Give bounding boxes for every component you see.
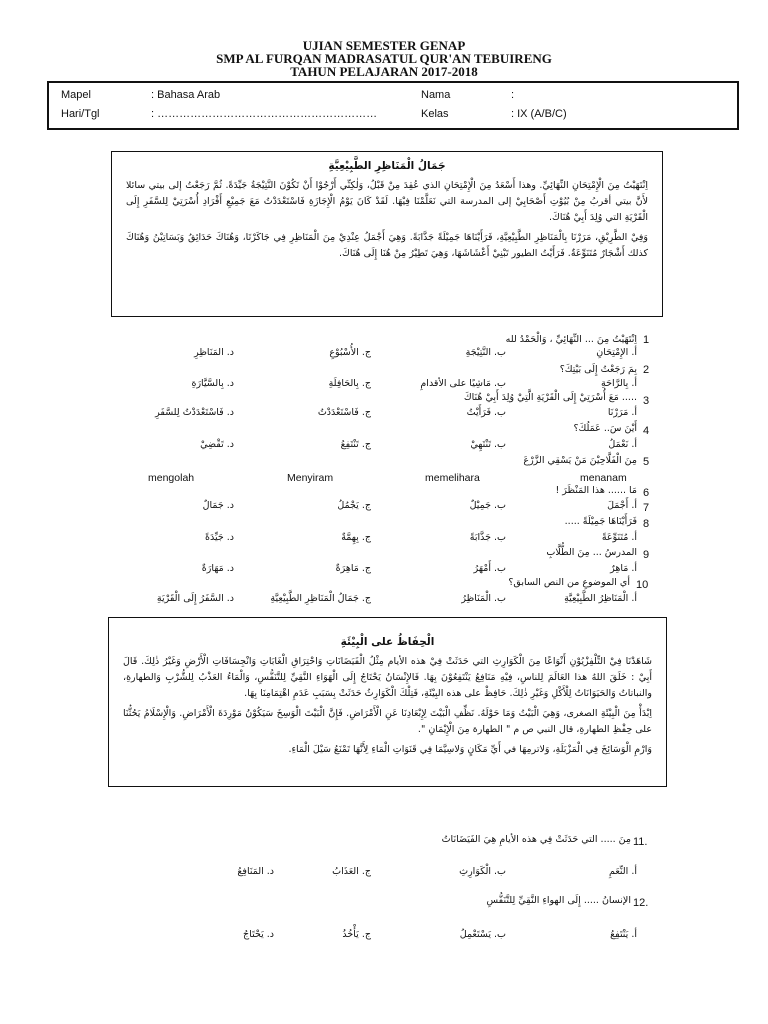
option-c[interactable]: ج. يَأْخُذُ [342, 929, 371, 940]
passage-2-paragraph: وَارْمِ الْوَسَائِخَ فِي الْمَزْبَلَةِ، وَلاترمِهَا في أَيِّ مَكَانٍ وَلاسِيَّمَا فِي قَنَوَاتِ الْمَاءِ لِأَنَّهَا تَمْنَعُ سَيْلَ الْمَاءِ. [288, 744, 652, 755]
hari-label: Hari/Tgl [61, 108, 100, 120]
question-stem: مَا ...... هذا المَنْظَرَ ! [555, 485, 637, 496]
option-a[interactable]: أ. مَاهِرٌ [610, 563, 637, 574]
question-stem: ..... مَعَ أُسْرَتِيْ إِلَى الْقَرْيَةِ الَّتِيْ وُلِدَ أَبِيْ هُنَاكَ [463, 392, 637, 403]
option-d[interactable]: د. بِالسَّيَّارَةِ [191, 378, 234, 389]
passage-2-paragraph: شَاهَدْنَا فِيْ التِّلْفِزْيُوْنِ أَنْوَاعًا مِنَ الْكَوَارِثِ التي حَدَثَتْ فِيْ هذه الأيام مِثْلُ الْفَيَضَانَاتِ وَاحْتِرَاقِ الْغَابَاتِ وَانْجِسَافَاتِ الْأَرْضِ وَغَيْرُ ذٰلِكَ. قَالَ أَبِيْ : خَلَقَ اللهُ هذا العَالَمَ لِلناسِ، فِيْهِ مَنَافِعُ يَنْتَفِعُوْنَ بِهَا. فَالإِنْسَانُ يَحْتَاجُ إِلَى الْهَوَاءِ النَّقِيِّ لِلتَّنَفُّسِ، وَالْمَاءُ العَذْبُ لِلشُّرْبِ وَالطهارةِ، والنباتاتُ وَالحَيَوَانَاتُ لِلْأَكْلِ وَغَيْرِ ذٰلِكَ. حَافِظْ على هذه البِيْئَةِ، فَتِلْكَ الْكَوَارِثُ حَدَثَتْ بِسَبَبِ عَدَمِ اهْتِمَامِنَا بِهَا. [123, 656, 652, 699]
kelas-label: Kelas [421, 108, 449, 120]
option-d[interactable]: د. المَنَافِعُ [237, 866, 274, 877]
option-a[interactable]: أ. أَجْمَلَ [607, 500, 637, 511]
option-b[interactable]: ب. تَنْتَهِيْ [470, 439, 506, 450]
option-d[interactable]: mengolah [148, 472, 195, 484]
question-number: 6 [643, 487, 650, 499]
student-info-box [47, 81, 739, 130]
hari-value: : …………………………………………………… [151, 108, 378, 120]
passage-2-paragraph: اِبْدَأْ مِنَ الْبِيْئَةِ الصغرى، وَهِيَ الْبَيْتُ وَمَا حَوْلَهُ. نَظِّفِ الْبَيْتَ لِإِبْعَادِنَا عَنِ الْأَمْرَاضِ. فَإِنَّ الْبَيْتَ الْوَسِخَ سَيَكُوْنُ مَوْرِدَةَ الْأَمْرَاضِ. وَالْإِسْلَامُ يَحُثُّنَا على حِفْظِ الطهارةِ، قال النبي ص م " الطهارة مِنَ الْإِيْمَانِ ". [123, 708, 652, 735]
option-c[interactable]: ج. تَنْتَفِعُ [340, 439, 371, 450]
question-number: 1 [643, 334, 650, 346]
option-c[interactable]: ج. يَجْمُلُ [337, 500, 371, 511]
question-number: 5 [643, 456, 650, 468]
school-name: SMP AL FURQAN MADRASATUL QUR'AN TEBUIRENG [216, 51, 552, 66]
option-a[interactable]: أ. يَنْتَفِعُ [610, 929, 637, 940]
question-number: 8 [643, 518, 650, 530]
option-c[interactable]: Menyiram [287, 472, 334, 484]
question-number: 3 [643, 395, 650, 407]
kelas-value: : IX (A/B/C) [511, 108, 567, 120]
option-c[interactable]: ج. فَاسْتَعْدَدْتُ [317, 407, 371, 418]
option-d[interactable]: د. فَاسْتَعْدَدْتُ لِلسَّفَرِ [155, 407, 234, 418]
nama-value: : [511, 89, 515, 101]
question-number: 11. [633, 836, 648, 848]
question-stem: مِنَ الْفَلَّاحِيْنَ مَنْ يَسْقِي الزَّرْعَ [523, 455, 637, 466]
question-stem: اِنْتَهَيْتُ مِنَ ... النِّهَائِيِّ ، وَالْحَمْدُ لله [505, 334, 637, 345]
option-d[interactable]: د. جَيِّدَةً [205, 532, 234, 543]
option-c[interactable]: ج. مَاهِرَةٌ [335, 563, 371, 574]
option-a[interactable]: أ. الإِمْتِحَانِ [596, 347, 637, 358]
question-stem: فَرَأَيْنَاهَا جَمِيْلَةً ..... [564, 516, 637, 527]
question-stem: المدرسُ ... مِنَ الطُّلَّابِ [546, 547, 637, 558]
nama-label: Nama [421, 89, 451, 101]
reading-passage-2 [108, 617, 667, 787]
option-b[interactable]: memelihara [425, 472, 480, 484]
question-number: 12. [633, 897, 649, 909]
option-d[interactable]: د. تَقْضِيْ [200, 439, 234, 450]
option-c[interactable]: ج. بِالحَافِلَةِ [328, 378, 371, 389]
option-b[interactable]: ب. الْمَنَاظِرُ [461, 593, 506, 604]
mapel-label: Mapel [61, 89, 91, 101]
passage-1-paragraph: اِنْتَهَيْتُ مِنَ الْإِمْتِحَانِ النِّهَائِيِّ. وهذا أَسْعَدُ مِنَ الْإِمْتِحَانِ الذي عُقِدَ مِنْ قَبْلُ، وَلٰكِنِّي أَرْجُوْا أَنْ تَكُوْنَ النَّتِيْجَةُ جَيِّدَةً. ثُمَّ رَجَعْتُ إلى بيتي سائلا لأَنَّ بيتي أقربُ مِنْ بُيُوْتِ أَصْحَابِيْ إلى المدرسة التي نَعَلَّمْنَا فِيْهَا. لَقَدْ كَانَ يَوْمُ الْإِجَازَةِ فَاسْتَعْدَدْتُ مَعَ جَمِيْعِ أَفْرَادِ أُسْرَتِيْ لِلسَّفَرِ إِلَى الْقَرْيَةِ التي وُلِدَ أَبِيْ هُنَاكَ. [126, 180, 648, 223]
option-b[interactable]: ب. الْكَوَارِثِ [459, 866, 506, 877]
option-c[interactable]: ج. بِهِمَّةٌ [341, 532, 371, 543]
option-b[interactable]: ب. جَذَّابَةً [469, 532, 506, 543]
option-a[interactable]: أ. نَعْمَلُ [608, 439, 637, 450]
option-a[interactable]: أ. النِّعَمِ [609, 866, 637, 877]
question-number: 4 [643, 425, 650, 437]
option-b[interactable]: ب. فَرَأَيْتُ [466, 407, 506, 418]
option-b[interactable]: ب. جَمِيْلٌ [469, 500, 506, 511]
option-b[interactable]: ب. أَمْهَرُ [473, 563, 506, 574]
option-b[interactable]: ب. مَاشِيًا على الأقدامِ [420, 378, 506, 389]
option-d[interactable]: د. يَحْتَاجُ [243, 929, 274, 940]
option-a[interactable]: أ. مَرَرْنَا [607, 407, 637, 418]
option-c[interactable]: ج. الأُسْبُوْعِ [329, 347, 371, 358]
passage-1-paragraph: وَفِيْ الطَّرِيْقِ، مَرَرْنَا بِالْمَنَاظِرِ الطَّبِيْعِيَّةِ، فَرَأَيْنَاهَا جَمِيْلَةً جَذَّابَةً. وَهِيَ أَجْمَلُ عِنْدِيْ مِنَ الْمَنَاظِرِ فِي جَاكَرْتَا، وَهُنَاكَ حَدَائِقُ وَبَسَاتِيْنُ وَهُنَاكَ كذلك أَشْجَارٌ مُتَنَوِّعَةٌ. فَرَأَيْتُ الطيور تَبْنِيْ أَعْشَاشَهَا، وَهِيَ تَطِيْرُ مِنْ هُنَا إِلَى هُنَاكَ. [126, 232, 648, 259]
option-b[interactable]: ب. يَسْتَعْمِلُ [459, 929, 506, 940]
question-stem: أي الموضوعِ من النص السابق؟ [508, 577, 630, 588]
question-number: 10 [636, 579, 649, 591]
option-a[interactable]: menanam [580, 472, 627, 484]
exam-title: UJIAN SEMESTER GENAP [302, 38, 466, 53]
option-a[interactable]: أ. مُتَنَوِّعَةً [601, 532, 637, 543]
option-c[interactable]: ج. العَذَابُ [332, 866, 371, 877]
question-stem: أَيْنَ سَ.. عَمَلُكَ؟ [573, 423, 637, 434]
question-number: 7 [643, 502, 650, 514]
option-b[interactable]: ب. النَّتِيْجَةِ [465, 347, 506, 358]
question-number: 9 [643, 549, 650, 561]
option-d[interactable]: د. جَمَالٌ [202, 500, 234, 511]
question-stem: الإنسانُ ..... إِلَى الهواءِ النَّقِيِّ لِلتَّنَفُّسِ [486, 895, 631, 906]
reading-passage-1 [111, 151, 663, 317]
mapel-value: : Bahasa Arab [151, 89, 221, 101]
option-c[interactable]: ج. جَمَالُ الْمَنَاظِرِ الطَّبِيْعِيَّةِ [270, 593, 371, 604]
option-d[interactable]: د. المَنَاظِرِ [194, 347, 234, 358]
option-d[interactable]: د. السَّفَرُ إِلَى الْقَرْيَةِ [156, 593, 234, 604]
option-a[interactable]: أ. الْمَنَاظِرُ الطَّبِيْعِيَّةِ [564, 593, 637, 604]
option-a[interactable]: أ. بِالرَّاحَةِ [601, 378, 637, 389]
passage-2-title: الْحِفَاظُ على الْبِيْئَةِ [340, 636, 435, 648]
question-stem: مِنَ ..... التي حَدَثَتْ فِي هذه الأيامِ هِيَ الفَيَضَانَاتُ [441, 834, 631, 845]
passage-1-title: جَمَالُ الْمَنَاظِرِ الطَّبِيْعِيَّةِ [328, 160, 446, 172]
academic-year: TAHUN PELAJARAN 2017-2018 [290, 64, 478, 79]
option-d[interactable]: د. مَهَارَةٌ [201, 563, 234, 574]
question-number: 2 [643, 364, 650, 376]
question-stem: بِمَ رَجَعْتُ إِلَى بَيْتِكَ؟ [559, 364, 637, 375]
